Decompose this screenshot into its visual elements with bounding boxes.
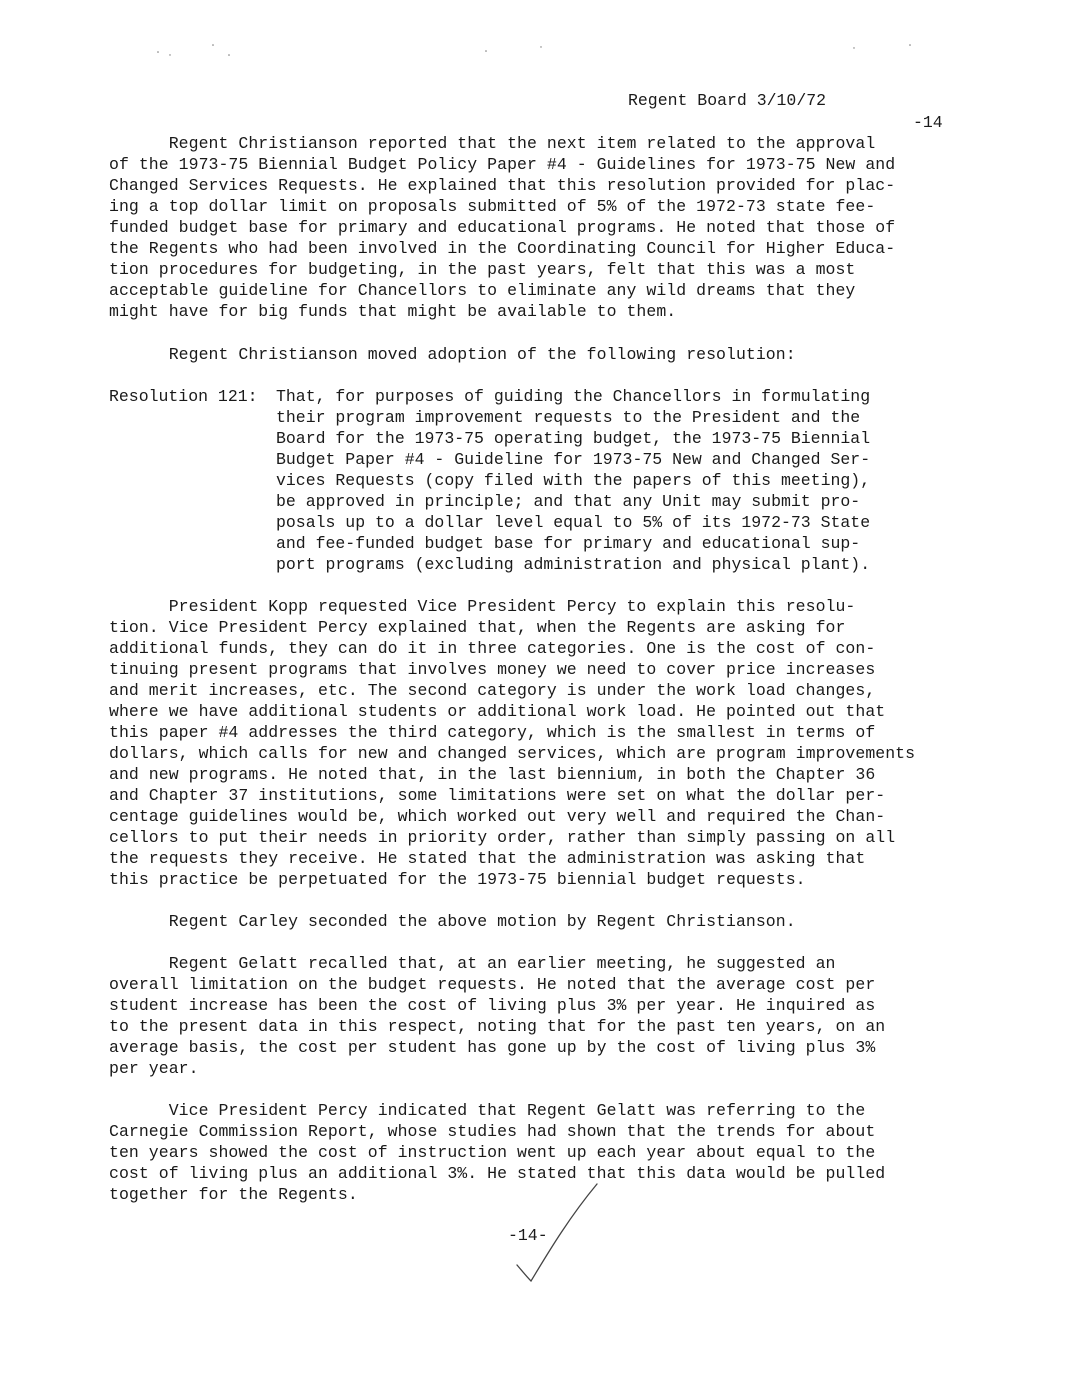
paragraph-line: and Chapter 37 institutions, some limitations were set on what the dollar per- bbox=[109, 786, 886, 805]
resolution-line: vices Requests (copy filed with the papers of this meeting), bbox=[276, 471, 871, 490]
resolution-line: their program improvement requests to the President and the bbox=[276, 408, 861, 427]
paragraph-line: cellors to put their needs in priority order, rather than simply passing on all bbox=[109, 828, 896, 847]
paragraph-line: ing a top dollar limit on proposals submitted of 5% of the 1972-73 state fee- bbox=[109, 197, 876, 216]
paragraph-line: this paper #4 addresses the third category, which is the smallest in terms of bbox=[109, 723, 876, 742]
paragraph-line: this practice be perpetuated for the 1973-75 biennial budget requests. bbox=[109, 870, 806, 889]
paragraph-line: of the 1973-75 Biennial Budget Policy Paper #4 - Guidelines for 1973-75 New and bbox=[109, 155, 896, 174]
resolution-line: That, for purposes of guiding the Chancellors in formulating bbox=[276, 387, 871, 406]
paragraph-line: overall limitation on the budget requests. He noted that the average cost per bbox=[109, 975, 876, 994]
resolution-label: Resolution 121: bbox=[109, 387, 258, 406]
paragraph-line: and merit increases, etc. The second category is under the work load changes, bbox=[109, 681, 876, 700]
paragraph-line: Changed Services Requests. He explained that this resolution provided for plac- bbox=[109, 176, 896, 195]
paragraph-line: centage guidelines would be, which worked out very well and required the Chan- bbox=[109, 807, 886, 826]
paragraph-line: President Kopp requested Vice President Percy to explain this resolu- bbox=[109, 597, 856, 616]
paragraph-line: average basis, the cost per student has gone up by the cost of living plus 3% bbox=[109, 1038, 876, 1057]
resolution-line: be approved in principle; and that any Unit may submit pro- bbox=[276, 492, 861, 511]
paragraph-line: the requests they receive. He stated that the administration was asking that bbox=[109, 849, 866, 868]
paragraph-line: the Regents who had been involved in the Coordinating Council for Higher Educa- bbox=[109, 239, 896, 258]
paragraph-line: cost of living plus an additional 3%. He stated that this data would be pulled bbox=[109, 1164, 886, 1183]
paragraph-line: and new programs. He noted that, in the last biennium, in both the Chapter 36 bbox=[109, 765, 876, 784]
paragraph-line: ten years showed the cost of instruction went up each year about equal to the bbox=[109, 1143, 876, 1162]
paragraph-line: student increase has been the cost of living plus 3% per year. He inquired as bbox=[109, 996, 876, 1015]
paragraph-line: where we have additional students or additional work load. He pointed out that bbox=[109, 702, 886, 721]
paragraph-line: might have for big funds that might be available to them. bbox=[109, 302, 677, 321]
paragraph-4: Regent Carley seconded the above motion by Regent Christianson. bbox=[109, 912, 796, 931]
paragraph-line: tion. Vice President Percy explained that, when the Regents are asking for bbox=[109, 618, 846, 637]
resolution-line: and fee-funded budget base for primary and educational sup- bbox=[276, 534, 861, 553]
resolution-line: Budget Paper #4 - Guideline for 1973-75 New and Changed Ser- bbox=[276, 450, 871, 469]
paragraph-line: tion procedures for budgeting, in the past years, felt that this was a most bbox=[109, 260, 856, 279]
paragraph-line: Carnegie Commission Report, whose studies had shown that the trends for about bbox=[109, 1122, 876, 1141]
resolution-line: Board for the 1973-75 operating budget, the 1973-75 Biennial bbox=[276, 429, 871, 448]
paragraph-2: Regent Christianson moved adoption of the following resolution: bbox=[109, 345, 796, 364]
paragraph-line: dollars, which calls for new and changed services, which are program improvements bbox=[109, 744, 916, 763]
header-page-ref: -14 bbox=[913, 113, 943, 132]
footer-page-number: -14- bbox=[508, 1226, 548, 1245]
checkmark-icon bbox=[505, 1180, 615, 1290]
paragraph-line: tinuing present programs that involves money we need to cover price increases bbox=[109, 660, 876, 679]
paragraph-line: per year. bbox=[109, 1059, 199, 1078]
paragraph-line: Regent Gelatt recalled that, at an earlier meeting, he suggested an bbox=[109, 954, 836, 973]
paragraph-line: to the present data in this respect, noting that for the past ten years, on an bbox=[109, 1017, 886, 1036]
header-title: Regent Board 3/10/72 bbox=[628, 91, 827, 110]
paragraph-line: funded budget base for primary and educational programs. He noted that those of bbox=[109, 218, 896, 237]
resolution-line: posals up to a dollar level equal to 5% of its 1972-73 State bbox=[276, 513, 871, 532]
paragraph-line: Vice President Percy indicated that Regent Gelatt was referring to the bbox=[109, 1101, 866, 1120]
paragraph-line: additional funds, they can do it in three categories. One is the cost of con- bbox=[109, 639, 876, 658]
paragraph-line: Regent Christianson reported that the next item related to the approval bbox=[109, 134, 876, 153]
resolution-line: port programs (excluding administration and physical plant). bbox=[276, 555, 871, 574]
paragraph-line: together for the Regents. bbox=[109, 1185, 358, 1204]
paragraph-line: acceptable guideline for Chancellors to eliminate any wild dreams that they bbox=[109, 281, 856, 300]
